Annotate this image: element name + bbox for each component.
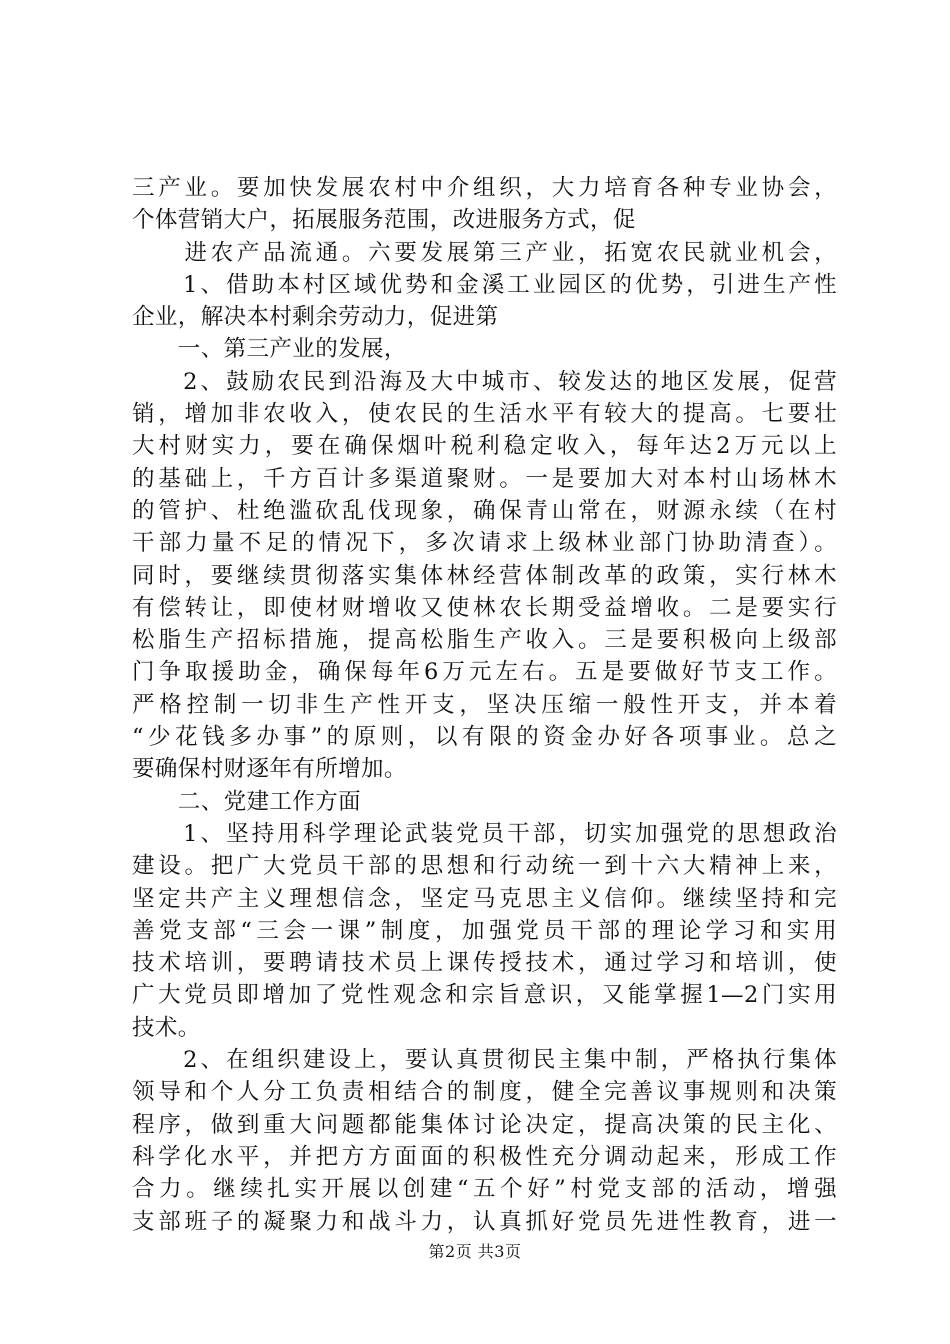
text-line: 广大党员即增加了党性观念和宗旨意识，又能掌握1—2门实用 <box>132 982 837 1009</box>
page-number-label: 第2页 共3页 <box>428 1242 522 1261</box>
text-line: “少花钱多办事”的原则，以有限的资金办好各项事业。总之 <box>132 724 837 751</box>
text-line: 松脂生产招标措施，提高松脂生产收入。三是要积极向上级部 <box>132 627 837 654</box>
text-line: 坚定共产主义理想信念，坚定马克思主义信仰。继续坚持和完 <box>132 885 837 912</box>
text-line: 科学化水平，并把方方面面的积极性充分调动起来，形成工作 <box>132 1143 837 1170</box>
text-line: 严格控制一切非生产性开支，坚决压缩一般性开支，并本着 <box>132 691 837 718</box>
text-line: 善党支部“三会一课”制度，加强党员干部的理论学习和实用 <box>132 917 837 944</box>
text-line: 三产业。要加快发展农村中介组织，大力培育各种专业协会， <box>132 175 837 201</box>
text-line: 个体营销大户，拓展服务范围，改进服务方式，促 <box>132 207 636 234</box>
page-footer <box>0 1242 950 1262</box>
text-line: 进农产品流通。六要发展第三产业，拓宽农民就业机会， <box>132 239 837 266</box>
text-line: 领导和个人分工负责相结合的制度，健全完善议事规则和决策 <box>132 1079 837 1106</box>
text-line: 的管护、杜绝滥砍乱伐现象，确保青山常在，财源永续（在村 <box>132 497 837 524</box>
text-line: 技术。 <box>132 1014 201 1041</box>
text-line: 2、在组织建设上，要认真贯彻民主集中制，严格执行集体 <box>132 1047 837 1074</box>
document-body <box>132 172 837 1238</box>
text-line: 有偿转让，即使材财增收又使林农长期受益增收。二是要实行 <box>132 594 837 621</box>
text-line: 支部班子的凝聚力和战斗力，认真抓好党员先进性教育，进一 <box>132 1208 837 1235</box>
text-line: 同时，要继续贯彻落实集体林经营体制改革的政策，实行林木 <box>132 562 837 589</box>
text-line: 销，增加非农收入，使农民的生活水平有较大的提高。七要壮 <box>132 401 837 428</box>
text-line: 1、坚持用科学理论武装党员干部，切实加强党的思想政治 <box>132 820 837 847</box>
text-line: 2、鼓励农民到沿海及大中城市、较发达的地区发展，促营 <box>132 368 837 395</box>
text-line: 大村财实力，要在确保烟叶税利稳定收入，每年达2万元以上 <box>132 433 837 460</box>
text-line: 一、第三产业的发展， <box>132 336 407 363</box>
text-line: 程序，做到重大问题都能集体讨论决定，提高决策的民主化、 <box>132 1111 837 1138</box>
text-line: 干部力量不足的情况下，多次请求上级林业部门协助清查）。 <box>132 530 837 557</box>
text-line: 1、借助本村区域优势和金溪工业园区的优势，引进生产性 <box>132 271 837 298</box>
text-line: 企业，解决本村剩余劳动力，促进第 <box>132 304 499 331</box>
text-line: 门争取援助金，确保每年6万元左右。五是要做好节支工作。 <box>132 659 837 686</box>
text-line: 建设。把广大党员干部的思想和行动统一到十六大精神上来， <box>132 853 837 880</box>
text-line: 要确保村财逐年有所增加。 <box>132 756 407 783</box>
text-line: 合力。继续扎实开展以创建“五个好”村党支部的活动，增强 <box>132 1176 837 1203</box>
text-line: 的基础上，千方百计多渠道聚财。一是要加大对本村山场林木 <box>132 465 837 492</box>
text-line: 技术培训，要聘请技术员上课传授技术，通过学习和培训，使 <box>132 950 837 977</box>
section-heading: 二、党建工作方面 <box>132 788 362 815</box>
